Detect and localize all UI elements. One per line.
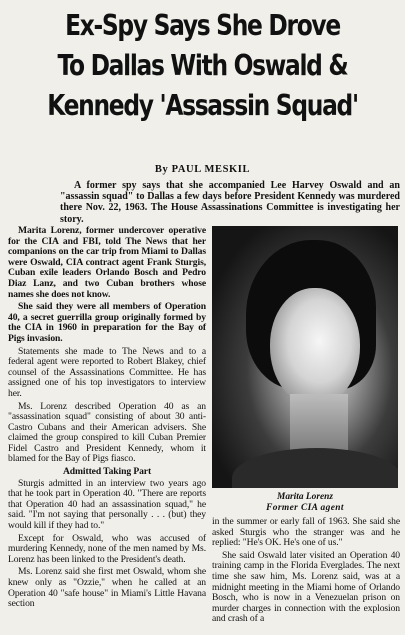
subheading: Admitted Taking Part (62, 466, 152, 478)
article-paragraph: She said Oswald later visited an Operation 40 training camp in the Florida Everglades. The next time she saw him, Ms. Lorenz said, was at a midnight meeting in the Miami home of Orlando Bosch, who is now in a Venezuelan prison on murder charges in connection with the explosion and crash of a (212, 549, 400, 625)
photo-shoulder-shape (232, 448, 398, 488)
photo-face-shape (270, 288, 360, 406)
headline (41, 6, 363, 126)
article-paragraph: Statements she made to The News and to a federal agent were reported to Robert Blakey, chief counsel of the Assassinations Committee. He has assigned one of his top investigators to interview her. (8, 345, 206, 399)
article-column-1 (8, 226, 206, 612)
lede-paragraph: A former spy says that she accompanied Lee Harvey Oswald and an "assassin squad" to Dallas a few days before President Kennedy was murdered there Nov. 22, 1963. The House Assassinations Committee is investigating her story. (60, 180, 400, 225)
photo-caption-title: Former CIA agent (266, 503, 344, 513)
article-paragraph: Ms. Lorenz said she first met Oswald, whom she knew only as "Ozzie," when he called at an Operation 40 "safe house" in Miami's Little Havana section (8, 566, 206, 610)
byline: By PAUL MESKIL (154, 164, 251, 175)
article-paragraph: Sturgis admitted in an interview two years ago that he took part in Operation 40. "There are reports that Operation 40 had an assassination squad," he said. "I'm not saying that personally . . . (but) they would kill if they had to." (8, 477, 206, 532)
article-paragraph: Marita Lorenz, former undercover operative for the CIA and FBI, told The News that her companions on the car trip from Miami to Dallas were Oswald, CIA contract agent Frank Sturgis, Cuban exile leaders Orlando Bosch and Pedro Diaz Lanz, and two Cuban brothers whose names she does not know. (8, 225, 206, 300)
headline-line-1: Ex-Spy Says She Drove (65, 9, 340, 42)
portrait-photo (212, 226, 398, 488)
article-paragraph: She said they were all members of Operation 40, a secret guerrilla group originally formed by the CIA in 1960 in preparation for the Bay of Pigs invasion. (8, 301, 206, 344)
headline-line-3: Kennedy 'Assassin Squad' (47, 89, 358, 122)
headline-line-2: To Dallas With Oswald & (57, 49, 348, 82)
photo-caption-name: Marita Lorenz (277, 492, 333, 502)
article-paragraph: in the summer or early fall of 1963. She said she asked Sturgis who the stranger was and he replied: "He's OK. He's one of us." (212, 516, 400, 549)
article-paragraph: Ms. Lorenz described Operation 40 as an "assassination squad" consisting of about 30 anti-Castro Cubans and their American advisers. She claimed the group conspired to kill Cuban Premier Fidel Castro and President Kennedy, whom it blamed for the Bay of Pigs fiasco. (8, 400, 206, 465)
article-column-2 (212, 517, 400, 627)
article-paragraph: Except for Oswald, who was accused of murdering Kennedy, none of the men named by Ms. Lorenz has been linked to the President's death. (8, 532, 206, 565)
